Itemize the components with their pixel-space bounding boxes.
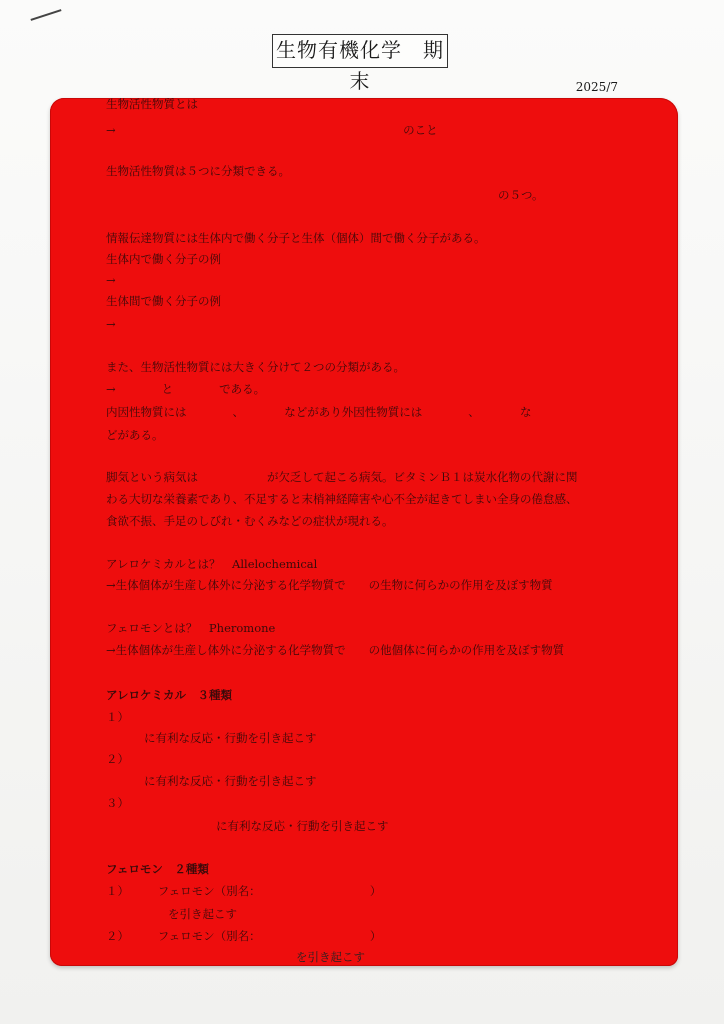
text-line: １） フェロモン（別名： ） xyxy=(106,884,382,898)
text-line: 生体間で働く分子の例 xyxy=(106,294,221,308)
text-line: 情報伝達物質には生体内で働く分子と生体（個体）間で働く分子がある。 xyxy=(106,231,486,245)
text-line: 内因性物質には 、 などがあり外因性物質には 、 な xyxy=(106,405,532,419)
page-title: 生物有機化学 期末 xyxy=(272,34,448,68)
text-line: わる大切な栄養素であり、不足すると末梢神経障害や心不全が起きてしまい全身の倦怠感、 xyxy=(106,492,578,506)
section-heading: フェロモン ２種類 xyxy=(106,862,209,876)
text-line: → のこと xyxy=(106,123,438,137)
text-line: 生物活性物質は５つに分類できる。 xyxy=(106,164,290,178)
text-line: に有利な反応・行動を引き起こす xyxy=(144,731,317,745)
text-line: ３） xyxy=(106,796,129,810)
text-line: ２） フェロモン（別名： ） xyxy=(106,929,382,943)
exam-date: 2025/7 xyxy=(575,80,618,94)
text-line: 生物活性物質とは xyxy=(106,97,198,111)
text-line: を引き起こす xyxy=(296,950,365,964)
text-line: また、生物活性物質には大きく分けて２つの分類がある。 xyxy=(106,360,405,374)
text-line: → xyxy=(106,273,116,287)
text-line: →生体個体が生産し体外に分泌する化学物質で の他個体に何らかの作用を及ぼす物質 xyxy=(106,643,565,657)
text-line: ２） xyxy=(106,752,129,766)
text-line: 食欲不振、手足のしびれ・むくみなどの症状が現れる。 xyxy=(106,514,394,528)
text-line: フェロモンとは？ Pheromone xyxy=(106,621,276,635)
text-line: →生体個体が生産し体外に分泌する化学物質で の生物に何らかの作用を及ぼす物質 xyxy=(106,578,553,592)
text-line: 生体内で働く分子の例 xyxy=(106,252,221,266)
text-line: に有利な反応・行動を引き起こす xyxy=(144,774,317,788)
text-line: → と である。 xyxy=(106,382,266,396)
text-line: → xyxy=(106,317,116,331)
text-line: の５つ。 xyxy=(498,188,544,202)
text-line: １） xyxy=(106,710,129,724)
text-line: を引き起こす xyxy=(168,907,237,921)
text-line: どがある。 xyxy=(106,428,164,442)
text-line: 脚気という病気は が欠乏して起こる病気。ビタミンＢ１は炭水化物の代謝に関 xyxy=(106,470,578,484)
section-heading: アレロケミカル ３種類 xyxy=(106,688,233,702)
text-line: に有利な反応・行動を引き起こす xyxy=(216,819,389,833)
text-line: アレロケミカルとは？ Allelochemical xyxy=(106,557,318,571)
